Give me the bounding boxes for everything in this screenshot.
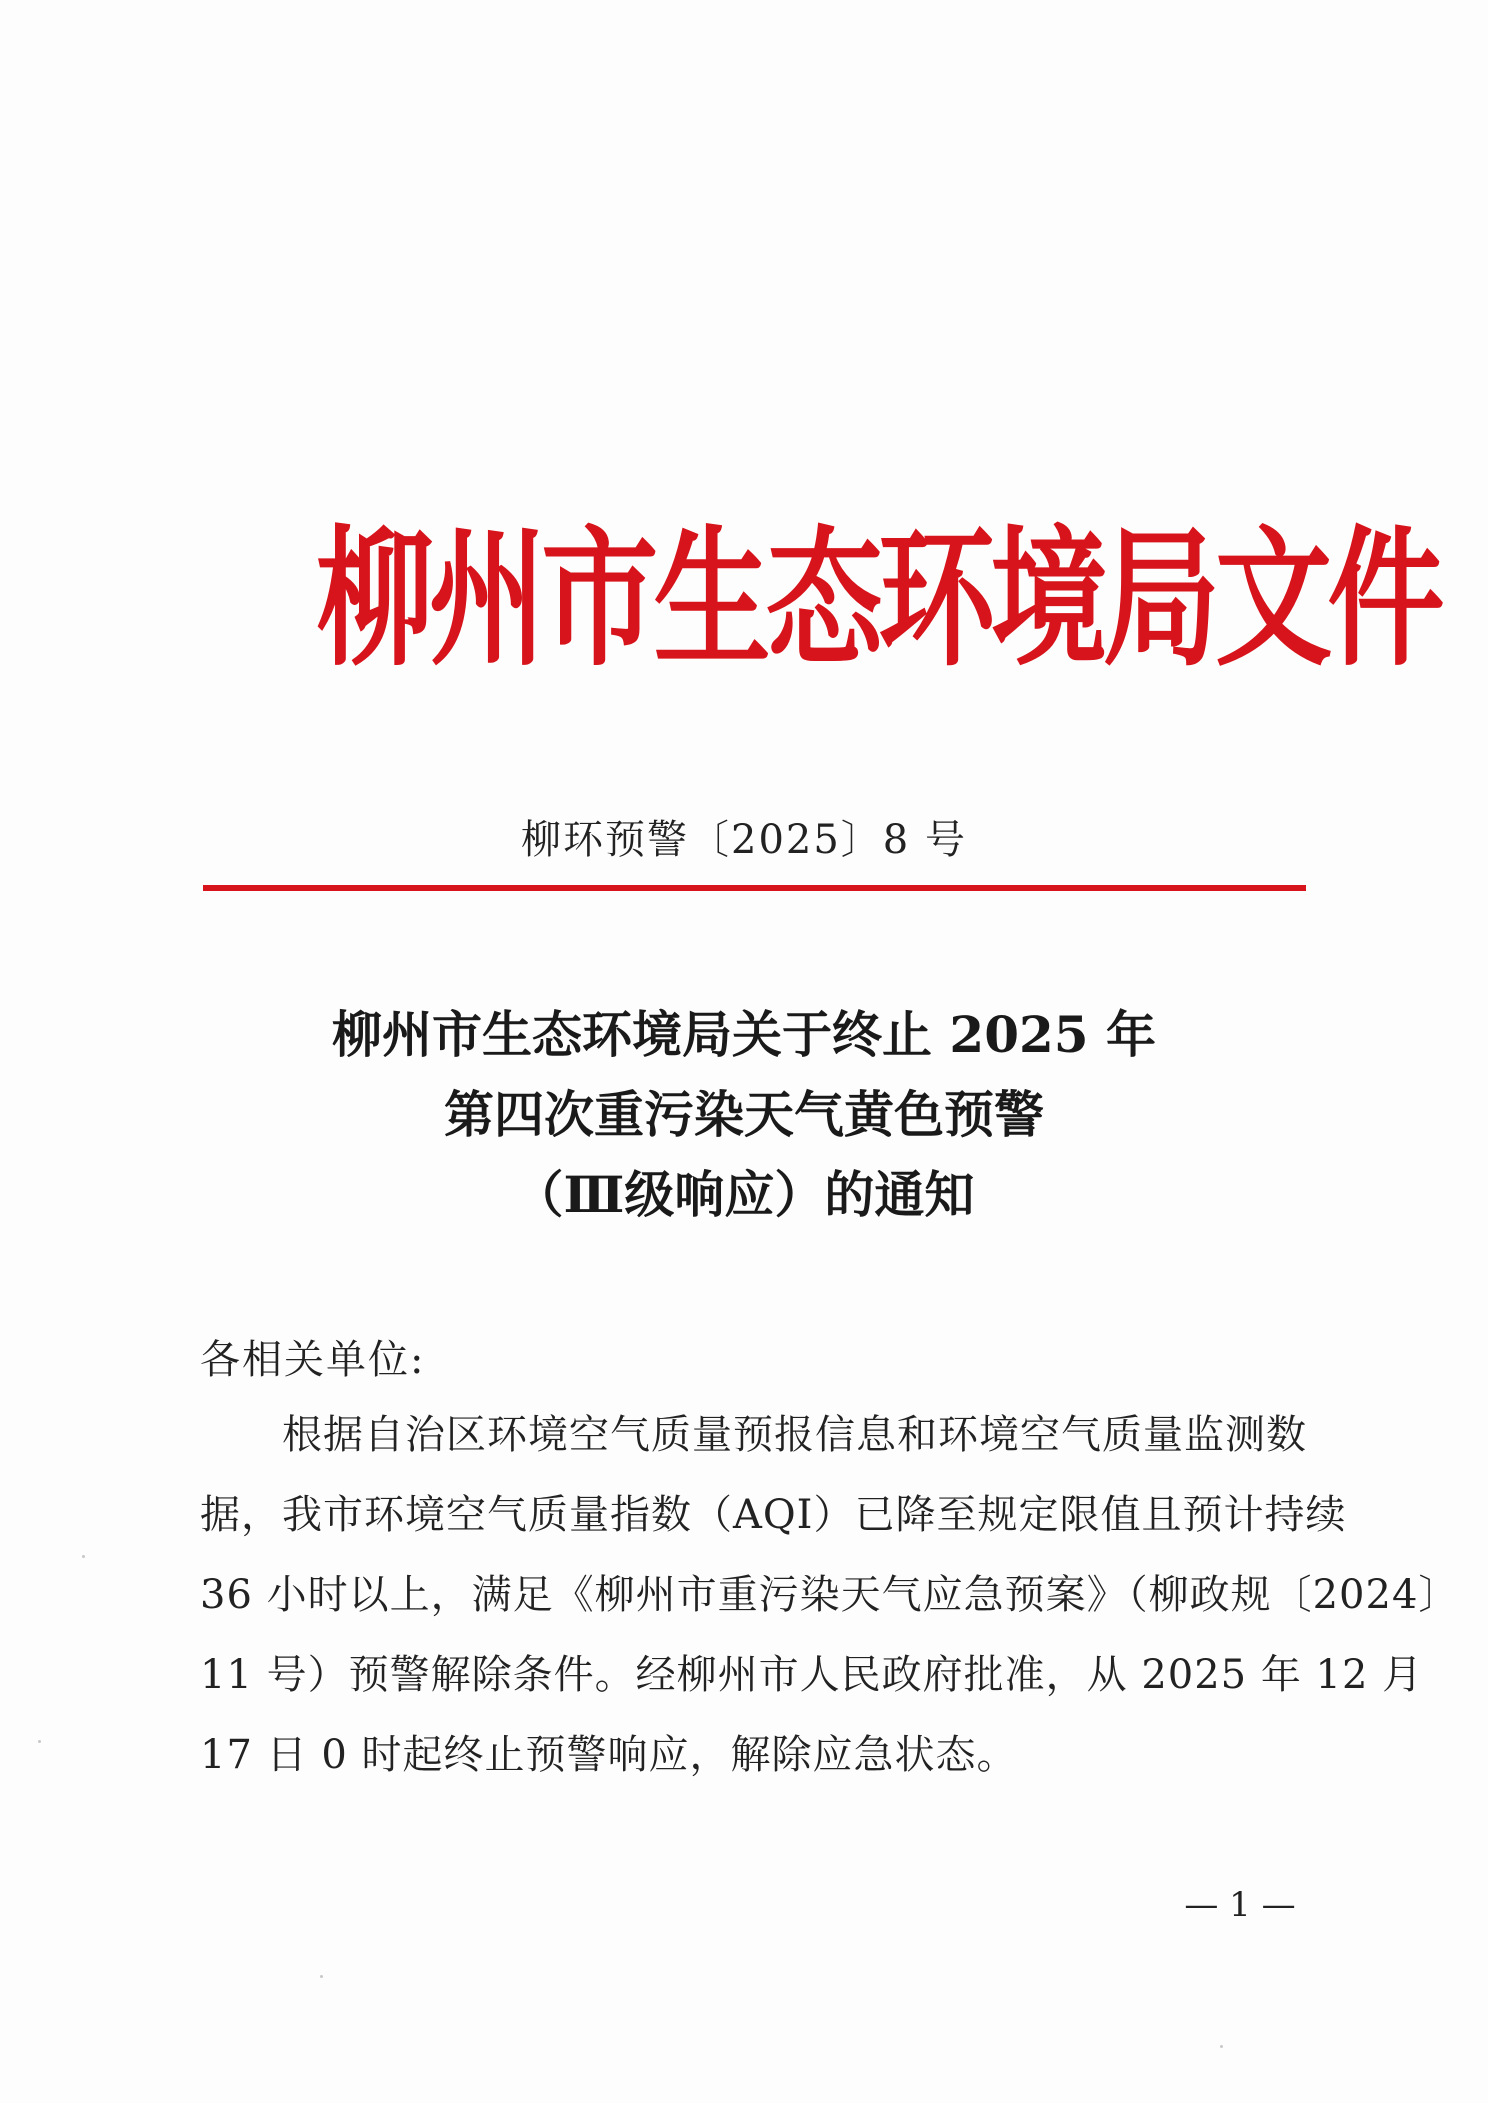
document-title-line-1: 柳州市生态环境局关于终止 2025 年 xyxy=(332,1005,1156,1064)
page-number: — 1 — xyxy=(1184,1885,1296,1925)
body-line-2: 据，我市环境空气质量指数（AQI）已降至规定限值且预计持续 xyxy=(200,1492,1347,1538)
document-title-line-2: 第四次重污染天气黄色预警 xyxy=(444,1085,1044,1144)
masthead-title: 柳州市生态环境局文件 xyxy=(316,513,1440,687)
scan-speck xyxy=(320,1975,323,1978)
scan-speck xyxy=(82,1555,85,1558)
red-divider-line xyxy=(203,885,1306,891)
scan-speck xyxy=(38,1740,41,1743)
scan-speck xyxy=(1220,2045,1223,2048)
document-number: 柳环预警〔2025〕8 号 xyxy=(521,817,967,863)
body-line-4: 11 号）预警解除条件。经柳州市人民政府批准，从 2025 年 12 月 xyxy=(200,1652,1424,1698)
body-line-5: 17 日 0 时起终止预警响应，解除应急状态。 xyxy=(200,1732,1018,1778)
body-line-1: 根据自治区环境空气质量预报信息和环境空气质量监测数 xyxy=(282,1412,1307,1458)
body-line-3: 36 小时以上，满足《柳州市重污染天气应急预案》（柳政规〔2024〕 xyxy=(200,1572,1460,1618)
salutation: 各相关单位: xyxy=(200,1337,426,1383)
document-title-line-3: （Ⅲ级响应）的通知 xyxy=(513,1165,975,1224)
